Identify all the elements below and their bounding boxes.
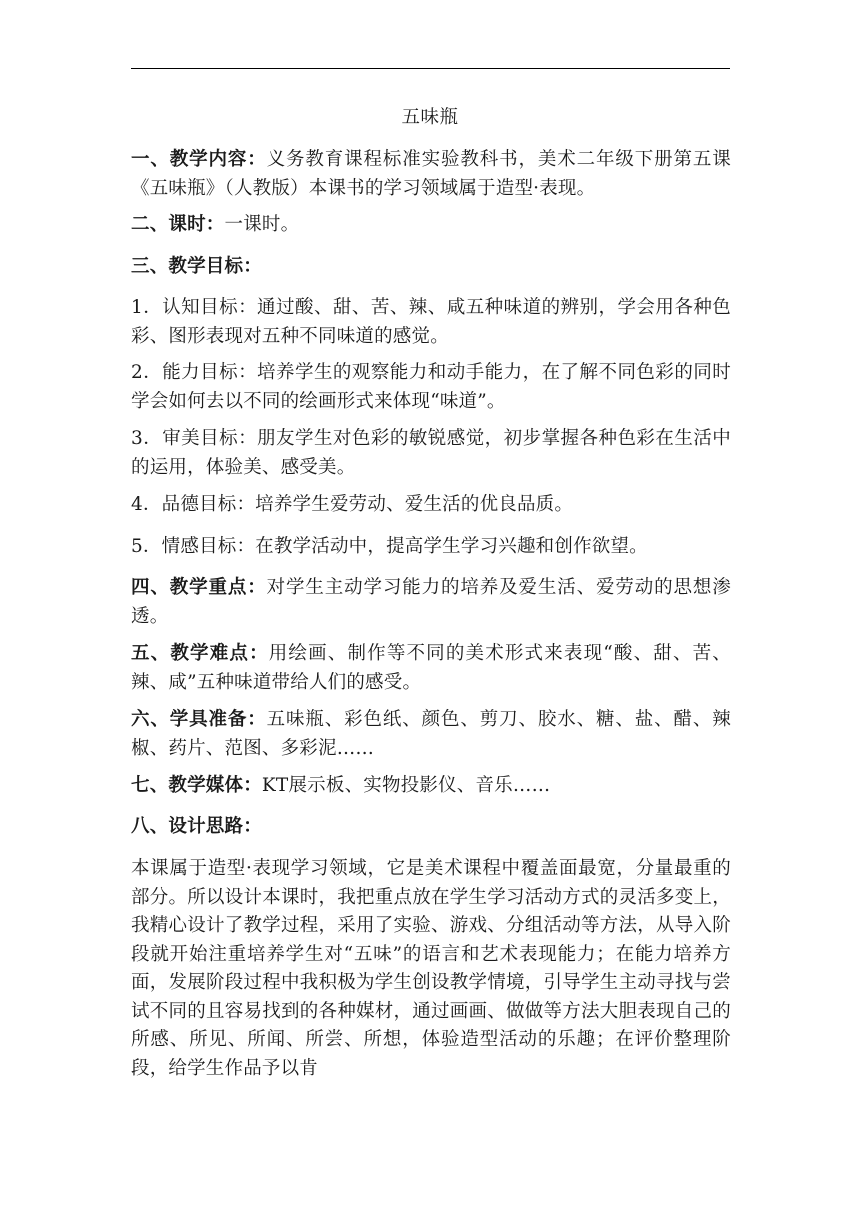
goal-emotional xyxy=(131,533,731,562)
section-media xyxy=(131,772,731,801)
section-label: 八、设计思路： xyxy=(131,816,262,837)
goal-text: 2．能力目标：培养学生的观察能力和动手能力，在了解不同色彩的同时学会如何去以不同的绘画形式来体现“味道”。 xyxy=(131,362,731,412)
section-materials xyxy=(131,706,731,763)
goal-ability xyxy=(131,359,731,416)
section-label: 六、学具准备： xyxy=(131,709,267,730)
section-label: 二、课时： xyxy=(131,214,225,235)
section-text: 一课时。 xyxy=(224,214,300,235)
section-text: 用绘画、制作等不同的美术形式来表现“酸、甜、苦、辣、咸”五种味道带给人们的感受。 xyxy=(131,643,731,693)
section-key-points xyxy=(131,574,731,631)
section-text: 对学生主动学习能力的培养及爱生活、爱劳动的思想渗透。 xyxy=(131,577,731,627)
document-title: 五味瓶 xyxy=(401,107,459,128)
section-label: 一、教学内容： xyxy=(131,149,267,170)
goal-text: 3．审美目标：朋友学生对色彩的敏锐感觉，初步掌握各种色彩在生活中的运用，体验美、感受美。 xyxy=(131,428,731,478)
goal-moral xyxy=(131,491,731,520)
section-label: 三、教学目标： xyxy=(131,256,262,277)
section-label: 五、教学难点： xyxy=(131,643,269,664)
section-text: 义务教育课程标准实验教科书，美术二年级下册第五课《五味瓶》（人教版）本课书的学习领域属于造型·表现。 xyxy=(131,149,731,199)
section-teaching-content xyxy=(131,146,731,203)
goal-text: 5．情感目标：在教学活动中，提高学生学习兴趣和创作欲望。 xyxy=(131,536,648,557)
section-label: 七、教学媒体： xyxy=(131,775,262,796)
goal-cognitive xyxy=(131,294,731,351)
design-idea-body xyxy=(131,855,731,1083)
goal-aesthetic xyxy=(131,425,731,482)
section-class-hours xyxy=(131,211,731,240)
section-design-idea xyxy=(131,813,731,842)
body-text: 本课属于造型·表现学习领域，它是美术课程中覆盖面最宽，分量最重的部分。所以设计本课时，我把重点放在学生学习活动方式的灵活多变上，我精心设计了教学过程，采用了实验、游戏、分组活动等方法，从导入阶段就开始注重培养学生对“五味”的语言和艺术表现能力；在能力培养方面，发展阶段过程中我积极为学生创设教学情境，引导学生主动寻找与尝试不同的且容易找到的各种媒材，通过画画、做做等方法大胆表现自己的所感、所见、所闻、所尝、所想，体验造型活动的乐趣；在评价整理阶段，给学生作品予以肯 xyxy=(131,858,731,1079)
section-teaching-goals xyxy=(131,253,731,282)
section-label: 四、教学重点： xyxy=(131,577,267,598)
header-rule xyxy=(131,68,730,69)
section-text: KT展示板、实物投影仪、音乐…… xyxy=(261,775,551,796)
goal-text: 1．认知目标：通过酸、甜、苦、辣、咸五种味道的辨别，学会用各种色彩、图形表现对五种不同味道的感觉。 xyxy=(131,297,731,347)
section-difficulties xyxy=(131,640,731,697)
goal-text: 4．品德目标：培养学生爱劳动、爱生活的优良品质。 xyxy=(131,494,574,515)
section-text: 五味瓶、彩色纸、颜色、剪刀、胶水、糖、盐、醋、辣椒、药片、范图、多彩泥…… xyxy=(131,709,731,759)
